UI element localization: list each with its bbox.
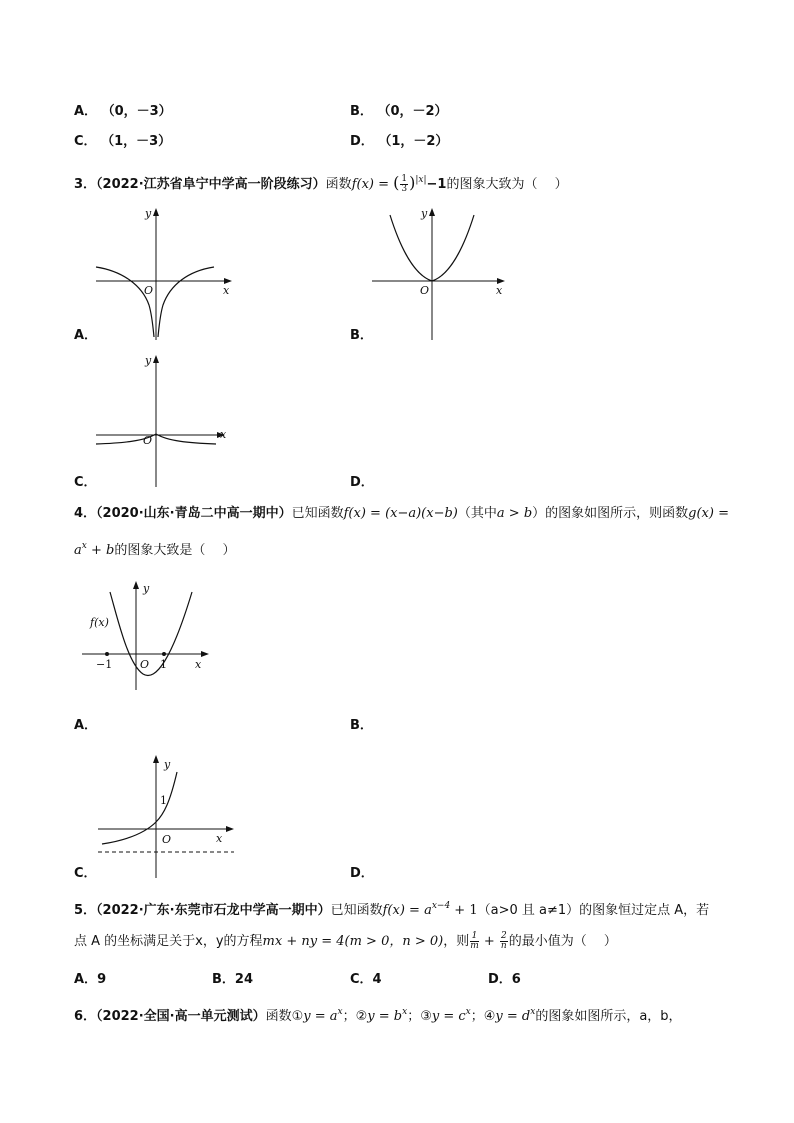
q3-frac-num: 1 <box>401 174 408 184</box>
q5-option-d <box>488 972 521 988</box>
q5-option-c-key: C． <box>350 972 373 987</box>
q4-stem-line2 <box>74 538 235 559</box>
q4-number: 4． <box>74 506 97 521</box>
q5-option-a <box>74 972 106 988</box>
q5-stem-line1 <box>74 898 709 919</box>
q2-option-c-key: C． <box>74 134 97 149</box>
q4-cond: a > b <box>496 506 533 521</box>
q2-option-b-key: B． <box>350 104 373 119</box>
q6-e4: y = d <box>495 1009 531 1024</box>
q4-f-point-neg1 <box>105 652 109 656</box>
q5-option-a-key: A． <box>74 972 98 987</box>
q3-c-origin: O <box>143 434 153 447</box>
q5-post: 的图象恒过定点 A，若 <box>579 903 710 918</box>
q3-pre: 函数 <box>325 177 352 192</box>
q4-line2-b: + b <box>86 543 115 558</box>
q5-f1-num: 1 <box>471 931 478 941</box>
q4-c-tick-1: 1 <box>160 794 167 807</box>
q6-c2: ② <box>355 1009 368 1024</box>
q5-then: ，则 <box>443 934 470 949</box>
q6-number: 6． <box>74 1009 97 1024</box>
q2-option-a-key: A． <box>74 104 98 119</box>
q3-graph-a <box>92 205 237 345</box>
q4-line2-post: 的图象大致是（ ） <box>114 543 236 558</box>
q2-option-d-text: （1，－2） <box>378 134 449 149</box>
q3-tail: −1 <box>426 177 447 192</box>
q4-f-graph <box>80 578 215 693</box>
q4-line2-exp: x <box>81 541 87 551</box>
q5-option-b-key: B． <box>212 972 235 987</box>
q6-c1: ① <box>291 1009 304 1024</box>
q2-option-c <box>74 134 171 150</box>
q5-number: 5． <box>74 903 97 918</box>
q4-func: f(x) = (x−a)(x−b) <box>343 506 458 521</box>
q3-exp: |x| <box>415 175 427 185</box>
q4-f-label: f(x) <box>90 616 109 629</box>
q5-option-c <box>350 972 382 988</box>
q5-plus: + <box>479 934 499 949</box>
q4-line2-a: a <box>74 543 82 558</box>
q6-exp-3: x <box>465 1007 471 1017</box>
q3-a-curve-left <box>96 267 154 337</box>
q4-mid: （其中 <box>457 506 497 521</box>
q6-exp-1: x <box>337 1007 343 1017</box>
q5-f1-den: m <box>470 941 479 951</box>
q5-eqn: mx + ny = 4(m > 0，n > 0) <box>262 934 444 949</box>
q3-post: 的图象大致为（ ） <box>446 177 568 192</box>
q3-b-x-label: x <box>496 284 503 297</box>
q6-c4: ④ <box>483 1009 496 1024</box>
q6-e2: y = b <box>367 1009 403 1024</box>
q3-c-y-label: y <box>145 354 152 367</box>
q5-cond: （a>0 且 a≠1） <box>477 903 580 918</box>
q4-f-tick-1: 1 <box>160 658 167 671</box>
q5-f2-num: 2 <box>500 931 507 941</box>
q6-source: （2022·全国·高一单元测试） <box>96 1009 266 1024</box>
q3-frac-den: 3 <box>401 184 408 194</box>
q5-option-d-key: D． <box>488 972 512 987</box>
q6-e1: y = a <box>303 1009 338 1024</box>
q2-option-d-key: D． <box>350 134 374 149</box>
q6-exp-2: x <box>402 1007 408 1017</box>
q2-option-b-text: （0，－2） <box>377 104 448 119</box>
q3-c-y-arrow <box>153 355 159 363</box>
q3-eq: = <box>373 177 394 192</box>
q2-option-d <box>350 134 448 150</box>
q4-f-y-arrow <box>133 581 139 589</box>
q3-source: （2022·江苏省阜宁中学高一阶段练习） <box>96 177 326 192</box>
q3-a-origin: O <box>144 284 154 297</box>
q4-c-x-label: x <box>216 832 223 845</box>
q4-f-parabola <box>110 592 192 675</box>
q5-option-b-text: 24 <box>234 972 254 987</box>
q6-pre: 函数 <box>265 1009 292 1024</box>
q3-b-y-label: y <box>421 207 428 220</box>
q5-fraction-1 <box>470 932 479 951</box>
q3-c-x-label: x <box>220 428 227 441</box>
q4-mid2: ）的图象如图所示，则函数 <box>532 506 689 521</box>
q4-f-x-arrow <box>201 651 209 657</box>
q3-a-y-arrow <box>153 208 159 216</box>
q6-c3: ③ <box>420 1009 432 1024</box>
q3-graph-b <box>368 205 513 345</box>
q4-label-c: C． <box>74 866 97 881</box>
q5-f2-den: n <box>500 941 507 951</box>
q2-option-a-text: （0，－3） <box>101 104 172 119</box>
q5-option-a-text: 9 <box>97 972 107 987</box>
q5-source: （2022·广东·东莞市石龙中学高一期中） <box>96 903 331 918</box>
q5-line2-post: 的最小值为（ ） <box>508 934 617 949</box>
q6-stem <box>74 1004 682 1025</box>
q3-fraction <box>400 175 408 194</box>
q4-label-b: B． <box>350 718 373 733</box>
q5-func-tail: + 1 <box>450 903 478 918</box>
q3-b-origin: O <box>420 284 430 297</box>
q4-c-origin: O <box>162 833 172 846</box>
q4-f-tick-neg1: −1 <box>96 658 113 671</box>
q5-exp: x−4 <box>431 901 451 911</box>
q2-option-c-text: （1，－3） <box>101 134 172 149</box>
q3-label-a: A． <box>74 328 98 343</box>
q4-f-point-1 <box>162 652 166 656</box>
q3-a-x-label: x <box>223 284 230 297</box>
q3-stem: 3．（2022·江苏省阜宁中学高一阶段练习）函数f(x) = ( $\frac{1}{3}$ )$^{|x|}$−1的图象大致为（ ） <box>74 173 568 194</box>
q4-graph-c <box>94 752 239 882</box>
q6-sep-2: ； <box>407 1009 421 1024</box>
q6-e3: y = c <box>431 1009 466 1024</box>
q6-sep-1: ； <box>342 1009 356 1024</box>
q5-pre: 已知函数 <box>330 903 383 918</box>
q3-a-curve-right <box>158 267 214 337</box>
q3-graph-c <box>92 352 237 492</box>
q4-f-origin: O <box>140 658 150 671</box>
q3-number: 3． <box>74 177 97 192</box>
q5-fraction-2 <box>500 932 508 951</box>
q3-label-c: C． <box>74 475 97 490</box>
q4-pre: 已知函数 <box>291 506 344 521</box>
q4-f-y-label: y <box>143 582 150 595</box>
q4-gfunc: g(x) = <box>688 506 729 521</box>
q4-stem-line1 <box>74 506 729 522</box>
q6-exp-4: x <box>530 1007 536 1017</box>
q3-label-d: D． <box>350 475 374 490</box>
q5-func: f(x) = a <box>382 903 432 918</box>
q5-option-d-text: 6 <box>511 972 521 987</box>
q5-stem-line2 <box>74 932 617 951</box>
q2-option-a <box>74 104 172 120</box>
q6-post: 的图象如图所示，a，b， <box>535 1009 682 1024</box>
q3-label-b: B． <box>350 328 373 343</box>
q3-a-y-label: y <box>145 207 152 220</box>
q3-func: f(x) <box>351 177 374 192</box>
q5-option-c-text: 4 <box>372 972 382 987</box>
q4-c-y-arrow <box>153 755 159 763</box>
q4-c-x-arrow <box>226 826 234 832</box>
q5-option-b <box>212 972 253 988</box>
q4-label-a: A． <box>74 718 98 733</box>
q5-line2-pre: 点 A 的坐标满足关于x，y的方程 <box>74 934 263 949</box>
q4-f-x-label: x <box>195 658 202 671</box>
q4-source: （2020·山东·青岛二中高一期中） <box>96 506 292 521</box>
q6-sep-3: ； <box>470 1009 484 1024</box>
q4-label-d: D． <box>350 866 374 881</box>
q2-option-b <box>350 104 448 120</box>
q3-b-y-arrow <box>429 208 435 216</box>
q4-c-y-label: y <box>164 758 171 771</box>
